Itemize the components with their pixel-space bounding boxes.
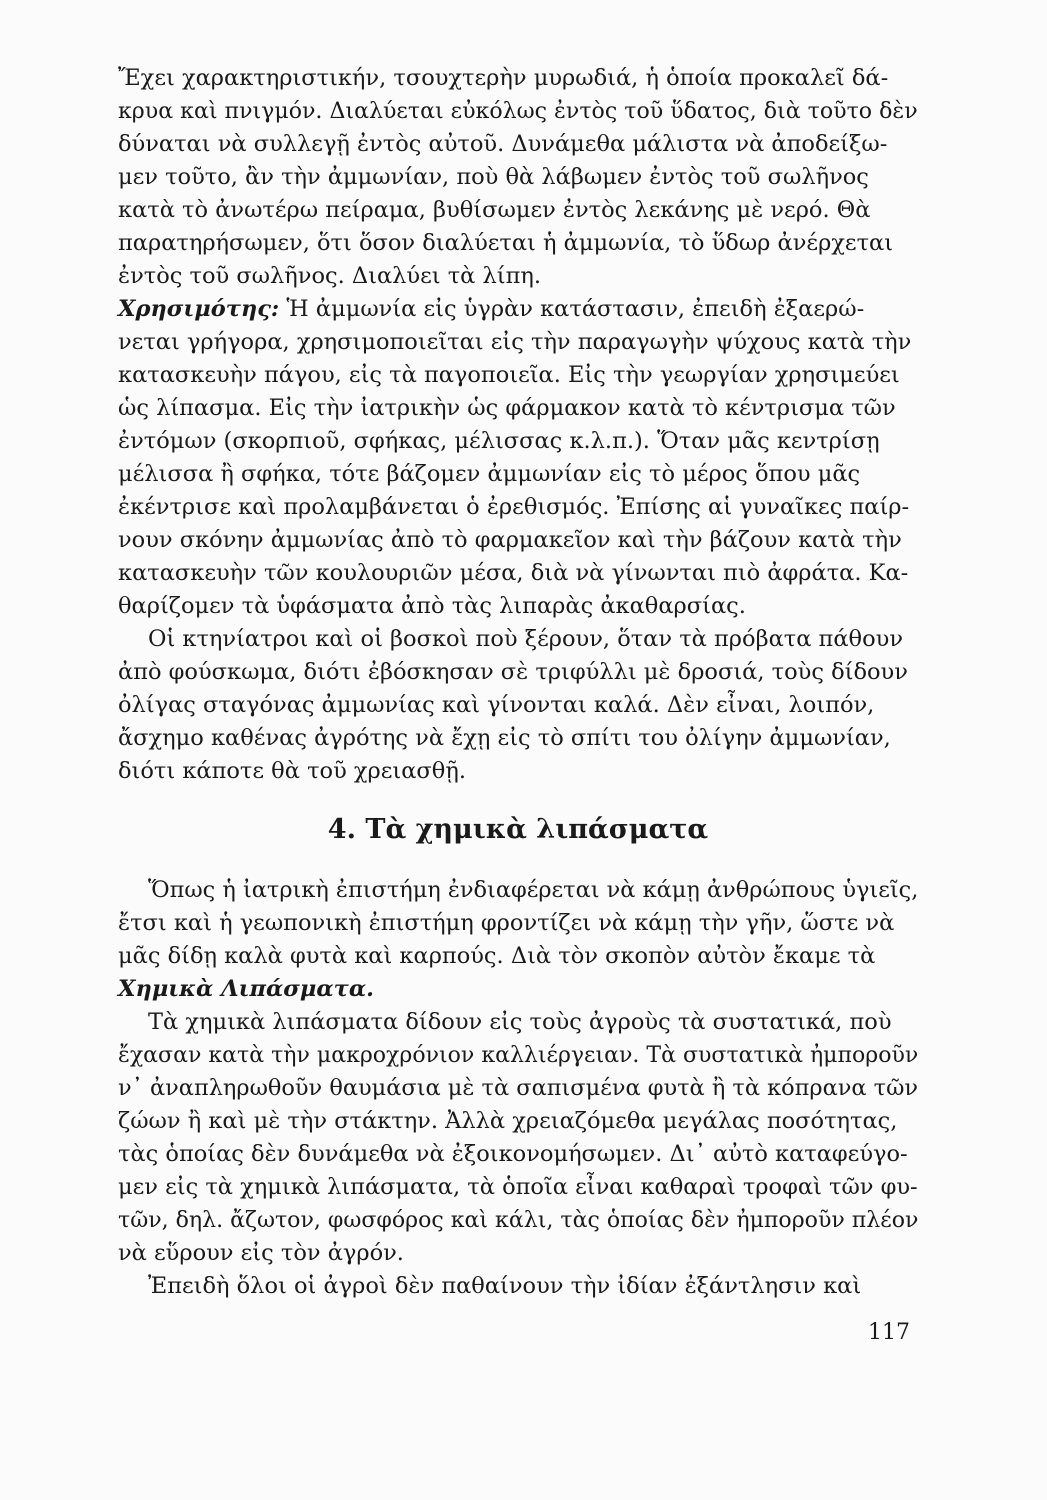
text-line: μᾶς δίδῃ καλὰ φυτὰ καὶ καρπούς. Διὰ τὸν σκοπὸν αὐτὸν ἔκαμε τὰ xyxy=(118,943,876,969)
text-line: Ἔχει χαρακτηριστικήν, τσουχτερὴν μυρωδιά, ἡ ὁποία προκαλεῖ δά- xyxy=(118,65,889,91)
text-line: κρυα καὶ πνιγμόν. Διαλύεται εὐκόλως ἐντὸς τοῦ ὕδατος, διὰ τοῦτο δὲν xyxy=(118,98,918,124)
text-line: Ἐπειδὴ ὅλοι οἱ ἀγροὶ δὲν παθαίνουν τὴν ἰδίαν ἐξάντλησιν καὶ xyxy=(148,1273,862,1299)
text-line: μεν τοῦτο, ἂν τὴν ἀμμωνίαν, ποὺ θὰ λάβωμεν ἐντὸς τοῦ σωλῆνος xyxy=(118,164,869,190)
text-line: τῶν, δηλ. ἄζωτον, φωσφόρος καὶ κάλι, τὰς ὁποίας δὲν ἠμποροῦν πλέον xyxy=(118,1207,919,1233)
text-line: μέλισσα ἢ σφήκα, τότε βάζομεν ἀμμωνίαν εἰς τὸ μέρος ὅπου μᾶς xyxy=(118,461,861,487)
text-line: νουν σκόνην ἀμμωνίας ἀπὸ τὸ φαρμακεῖον καὶ τὴν βάζουν κατὰ τὴν xyxy=(118,527,902,553)
text-line: μεν εἰς τὰ χημικὰ λιπάσματα, τὰ ὁποῖα εἶναι καθαραὶ τροφαὶ τῶν φυ- xyxy=(118,1174,918,1200)
emphasis-line: Χημικὰ Λιπάσματα. xyxy=(118,976,374,1002)
inline-heading: Χρησιμότης: xyxy=(118,296,280,322)
text-span: Ἡ ἀμμωνία εἰς ὑγρὰν κατάστασιν, ἐπειδὴ ἐξαερώ- xyxy=(279,296,865,322)
text-line: ν᾽ ἀναπληρωθοῦν θαυμάσια μὲ τὰ σαπισμένα φυτὰ ἢ τὰ κόπρανα τῶν xyxy=(118,1075,919,1101)
text-line: κατασκευὴν πάγου, εἰς τὰ παγοποιεῖα. Εἰς τὴν γεωργίαν χρησιμεύει xyxy=(118,362,900,388)
text-line: ἔτσι καὶ ἡ γεωπονικὴ ἐπιστήμη φροντίζει νὰ κάμῃ τὴν γῆν, ὥστε νὰ xyxy=(118,910,895,936)
text-line: νεται γρήγορα, χρησιμοποιεῖται εἰς τὴν παραγωγὴν ψύχους κατὰ τὴν xyxy=(118,329,912,355)
text-line: κατὰ τὸ ἀνωτέρω πείραμα, βυθίσωμεν ἐντὸς λεκάνης μὲ νερό. Θὰ xyxy=(118,197,871,223)
text-line: ἄσχημο καθένας ἀγρότης νὰ ἔχῃ εἰς τὸ σπίτι του ὀλίγην ἀμμωνίαν, xyxy=(118,725,891,751)
text-line: Τὰ χημικὰ λιπάσματα δίδουν εἰς τοὺς ἀγροὺς τὰ συστατικά, ποὺ xyxy=(148,1009,892,1035)
text-line: τὰς ὁποίας δὲν δυνάμεθα νὰ ἐξοικονομήσωμεν. Δι᾽ αὐτὸ καταφεύγο- xyxy=(118,1141,908,1167)
text-line: ὀλίγας σταγόνας ἀμμωνίας καὶ γίνονται καλά. Δὲν εἶναι, λοιπόν, xyxy=(118,692,875,718)
text-line: Ὅπως ἡ ἰατρικὴ ἐπιστήμη ἐνδιαφέρεται νὰ κάμῃ ἀνθρώπους ὑγιεῖς, xyxy=(148,877,919,903)
section-heading: 4. Τὰ χημικὰ λιπάσματα xyxy=(327,814,709,845)
text-line: παρατηρήσωμεν, ὅτι ὅσον διαλύεται ἡ ἀμμωνία, τὸ ὕδωρ ἀνέρχεται xyxy=(118,230,894,256)
text-line: νὰ εὕρουν εἰς τὸν ἀγρόν. xyxy=(118,1240,404,1266)
page-number: 117 xyxy=(868,1320,910,1345)
text-line: κατασκευὴν τῶν κουλουριῶν μέσα, διὰ νὰ γίνωνται πιὸ ἀφράτα. Κα- xyxy=(118,560,909,586)
text-line: θαρίζομεν τὰ ὑφάσματα ἀπὸ τὰς λιπαρὰς ἀκαθαρσίας. xyxy=(118,593,746,619)
text-line: διότι κάποτε θὰ τοῦ χρειασθῇ. xyxy=(118,758,466,784)
text-line: δύναται νὰ συλλεγῇ ἐντὸς αὐτοῦ. Δυνάμεθα μάλιστα νὰ ἀποδείξω- xyxy=(118,131,888,157)
text-line xyxy=(118,293,864,326)
text-line: ἐκέντρισε καὶ προλαμβάνεται ὁ ἐρεθισμός. Ἐπίσης αἱ γυναῖκες παίρ- xyxy=(118,494,910,520)
text-line: ἔχασαν κατὰ τὴν μακροχρόνιον καλλιέργειαν. Τὰ συστατικὰ ἠμποροῦν xyxy=(118,1042,919,1068)
text-line: ἀπὸ φούσκωμα, διότι ἐβόσκησαν σὲ τριφύλλι μὲ δροσιά, τοὺς δίδουν xyxy=(118,659,908,685)
text-line: ζώων ἢ καὶ μὲ τὴν στάκτην. Ἀλλὰ χρειαζόμεθα μεγάλας ποσότητας, xyxy=(118,1108,898,1134)
text-line: ἐντόμων (σκορπιοῦ, σφήκας, μέλισσας κ.λ.π.). Ὅταν μᾶς κεντρίσῃ xyxy=(118,428,880,454)
text-line: ἐντὸς τοῦ σωλῆνος. Διαλύει τὰ λίπη. xyxy=(118,263,542,289)
text-line: Οἱ κτηνίατροι καὶ οἱ βοσκοὶ ποὺ ξέρουν, ὅταν τὰ πρόβατα πάθουν xyxy=(148,626,903,652)
text-line: ὡς λίπασμα. Εἰς τὴν ἰατρικὴν ὡς φάρμακον κατὰ τὸ κέντρισμα τῶν xyxy=(118,395,896,421)
